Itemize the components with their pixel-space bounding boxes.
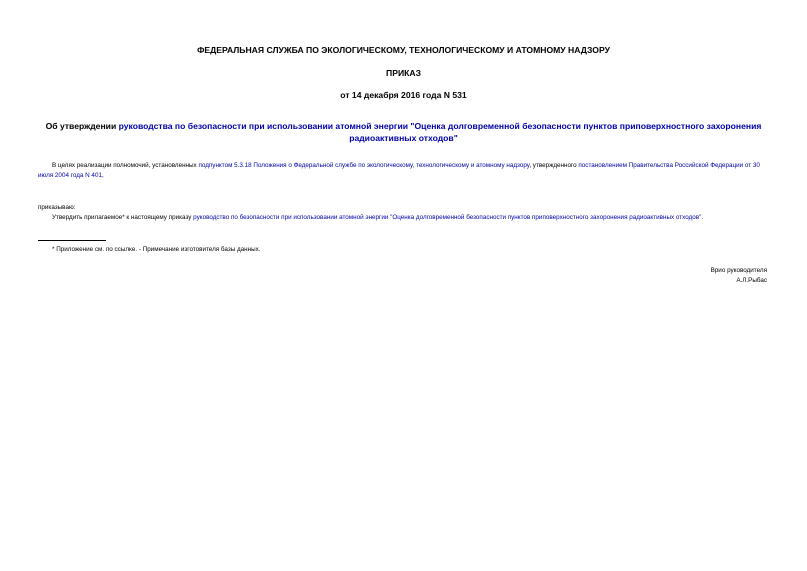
document-subject <box>44 121 763 144</box>
order-item-text-1: Утвердить прилагаемое* к настоящему приказу <box>52 214 194 221</box>
preamble-text-2: , утвержденного <box>529 162 579 169</box>
subject-prefix: Об утверждении <box>45 121 119 131</box>
order-item-text-2: . <box>701 214 704 221</box>
agency-heading: ФЕДЕРАЛЬНАЯ СЛУЖБА ПО ЭКОЛОГИЧЕСКОМУ, ТЕХНОЛОГИЧЕСКОМУ И АТОМНОМУ НАДЗОРУ <box>197 45 610 55</box>
order-word: приказываю: <box>38 204 76 211</box>
order-item <box>38 213 770 223</box>
signatory-title: Врио руководителя <box>710 267 767 274</box>
footnote: * Приложение см. по ссылке. - Примечание изготовителя базы данных. <box>52 246 261 253</box>
government-resolution-link[interactable]: постановлением Правительства Российской Федерации от 30 июля 2004 года N 401 <box>38 162 760 179</box>
regulation-link[interactable]: подпунктом 5.3.18 Положения о Федеральной службе по экологическому, технологическому и атомному надзору <box>198 162 530 169</box>
preamble-text-1: В целях реализации полномочий, установленных <box>52 162 199 169</box>
document-type: ПРИКАЗ <box>386 68 421 78</box>
preamble-paragraph <box>38 161 770 181</box>
document-date-number: от 14 декабря 2016 года N 531 <box>340 90 467 100</box>
footnote-divider <box>38 240 106 241</box>
subject-guide-link[interactable]: руководства по безопасности при использовании атомной энергии "Оценка долговременной безопасности пунктов приповерхностного захоронения радиоактивных отходов" <box>118 121 762 143</box>
preamble-text-3: , <box>101 171 104 179</box>
order-guide-link[interactable]: руководство по безопасности при использовании атомной энергии "Оценка долговременной безопасности пунктов приповерхностного захоронения радиоактивных отходов" <box>193 214 702 221</box>
signatory-name: А.Л.Рыбас <box>736 277 767 284</box>
